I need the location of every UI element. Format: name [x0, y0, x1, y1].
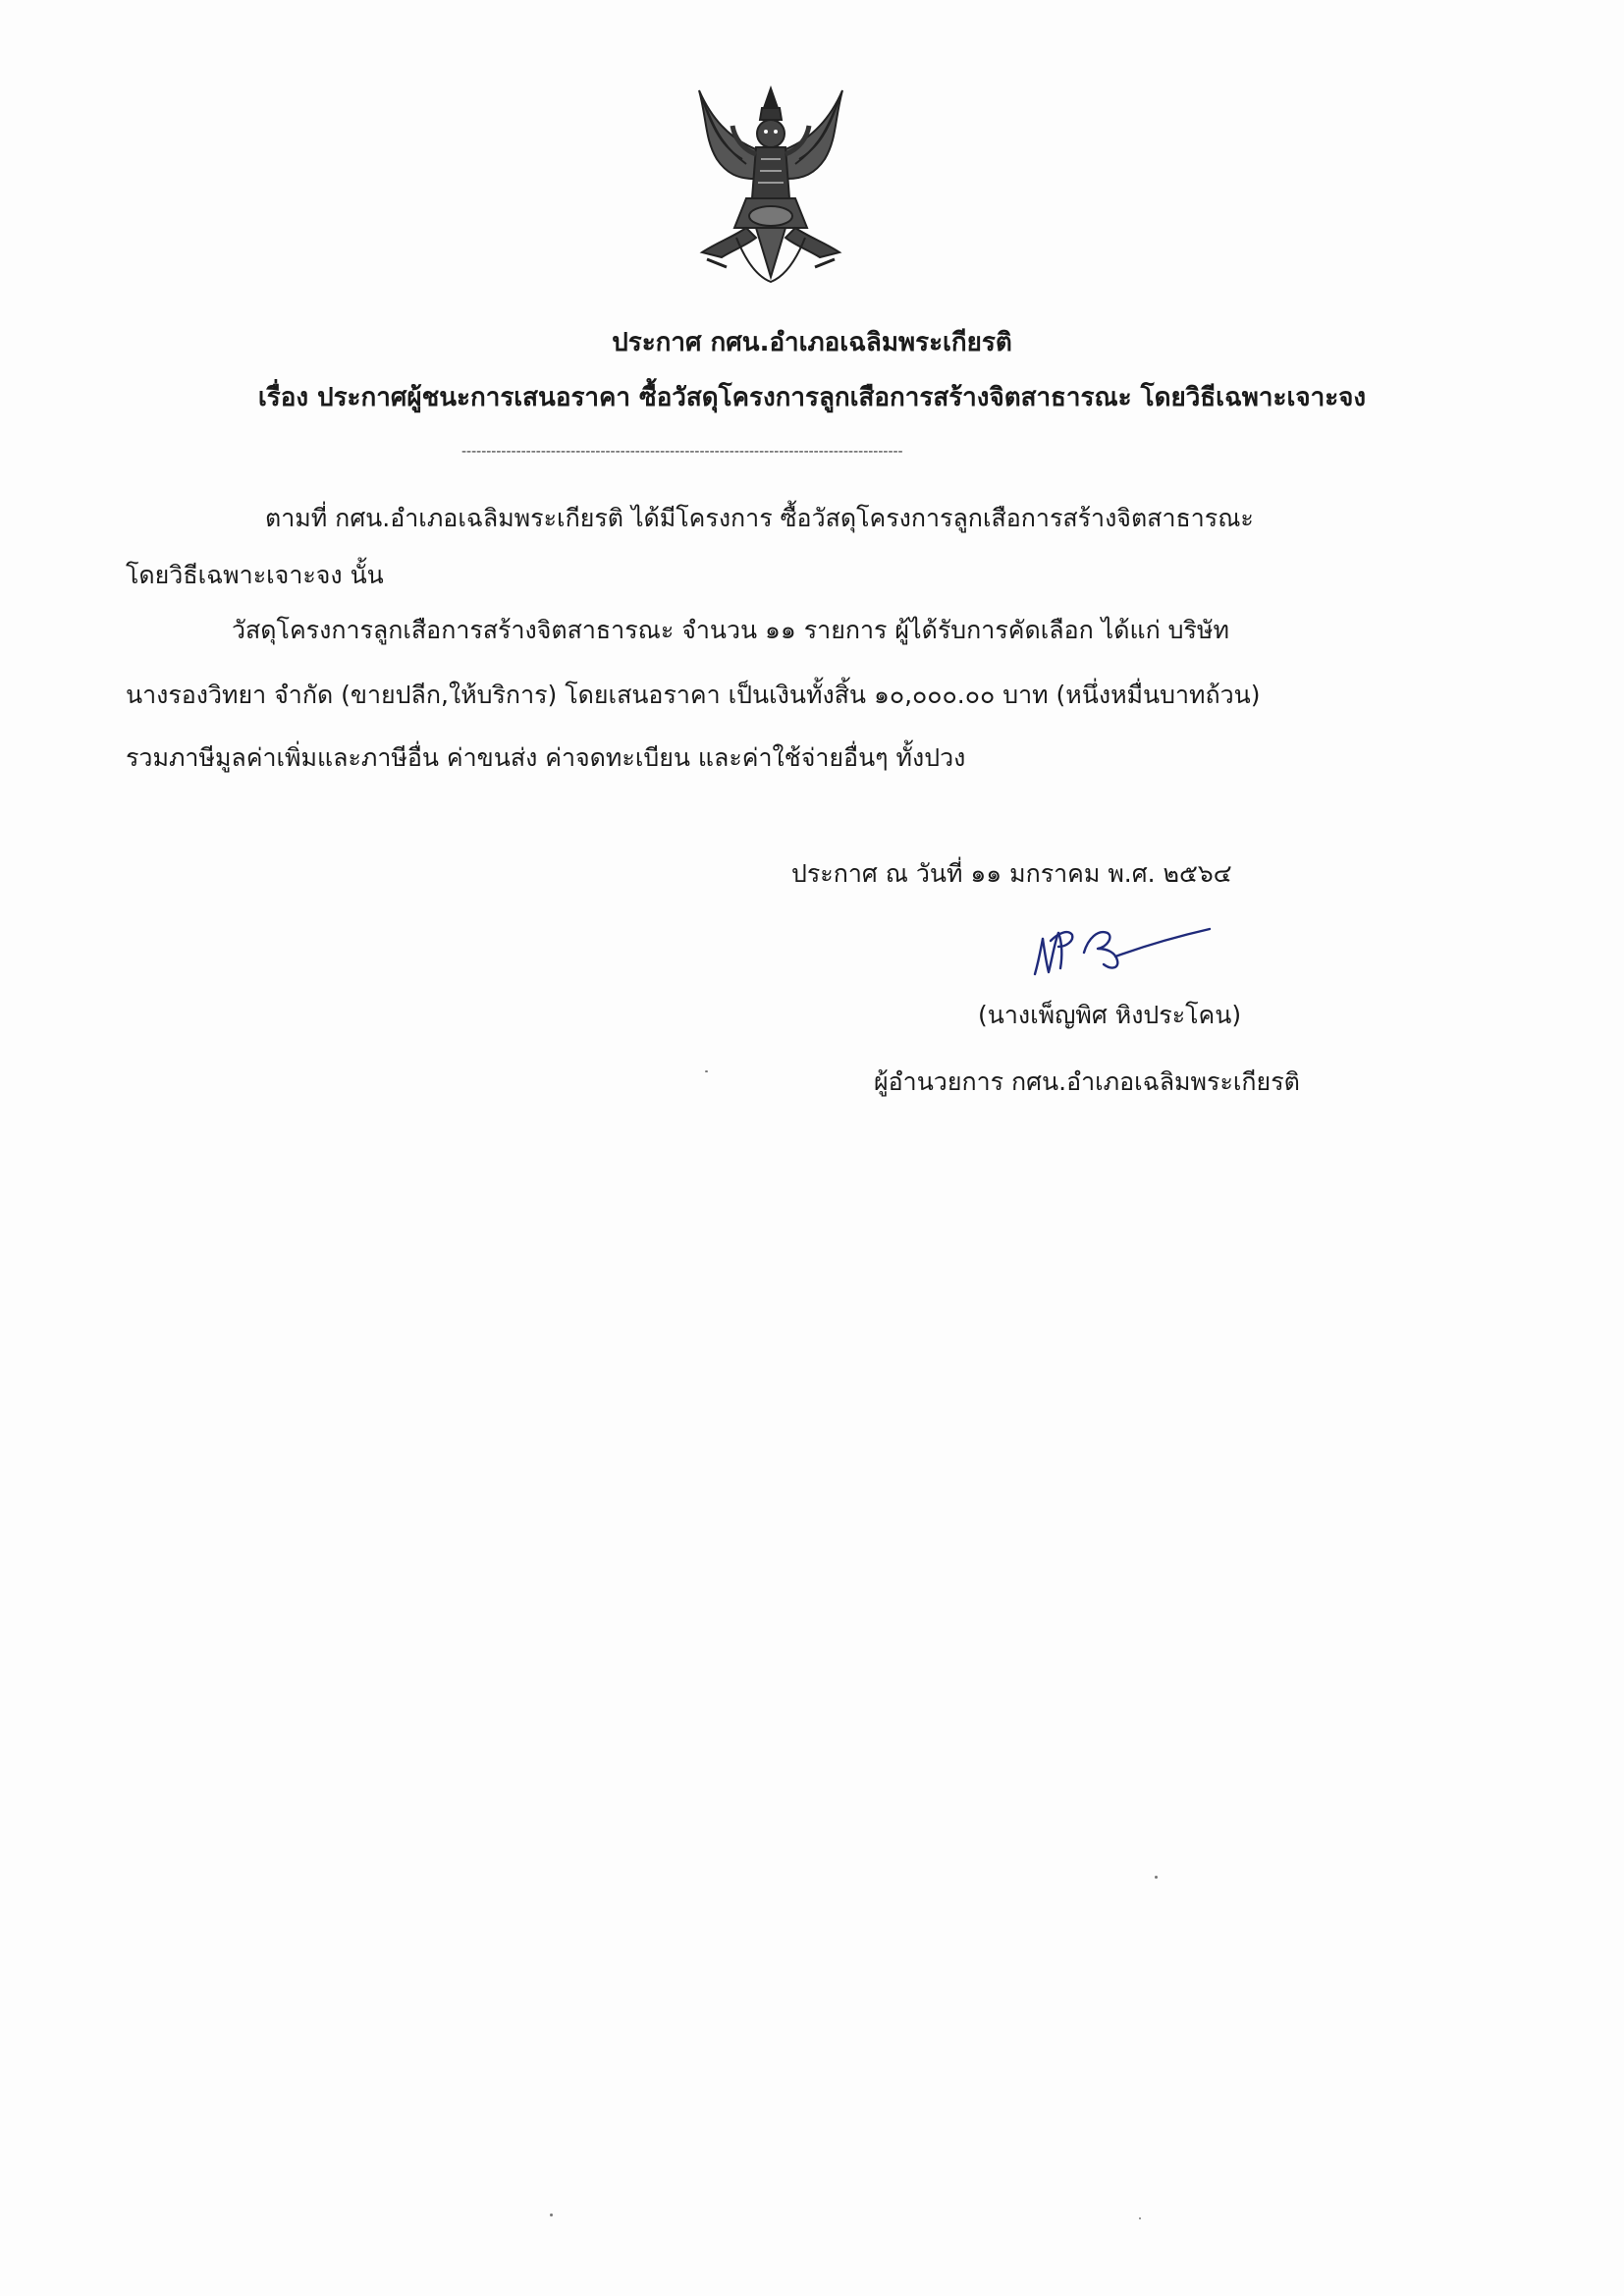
document-subject-heading: เรื่อง ประกาศผู้ชนะการเสนอราคา ซื้อวัสดุโครงการลูกเสือการสร้างจิตสาธารณะ โดยวิธีเฉพาะเจาะจง: [257, 383, 1367, 412]
scan-speck: [1155, 1876, 1158, 1879]
paragraph-2-line-2: นางรองวิทยา จำกัด (ขายปลีก,ให้บริการ) โดยเสนอราคา เป็นเงินทั้งสิ้น ๑๐,๐๐๐.๐๐ บาท (หนึ่งหมื่นบาทถ้วน): [126, 681, 1261, 709]
signer-title: ผู้อำนวยการ กศน.อำเภอเฉลิมพระเกียรติ: [874, 1067, 1300, 1096]
scan-speck: [550, 2214, 553, 2216]
paragraph-1-line-2: โดยวิธีเฉพาะเจาะจง นั้น: [126, 561, 384, 589]
announcement-date: ประกาศ ณ วันที่ ๑๑ มกราคม พ.ศ. ๒๕๖๔: [791, 859, 1232, 888]
paragraph-2-line-1: วัสดุโครงการลูกเสือการสร้างจิตสาธารณะ จำนวน ๑๑ รายการ ผู้ได้รับการคัดเลือก ได้แก่ บริษัท: [232, 616, 1229, 644]
divider-line: -----------------------------------------------------------------------------------------: [461, 444, 903, 460]
paragraph-2-line-3: รวมภาษีมูลค่าเพิ่มและภาษีอื่น ค่าขนส่ง ค่าจดทะเบียน และค่าใช้จ่ายอื่นๆ ทั้งปวง: [126, 743, 966, 772]
garuda-emblem-icon: [677, 81, 864, 297]
scan-speck: [1139, 2217, 1141, 2219]
signer-name: (นางเพ็ญพิศ หิงประโคน): [978, 1001, 1242, 1029]
paragraph-1-line-1: ตามที่ กศน.อำเภอเฉลิมพระเกียรติ ได้มีโครงการ ซื้อวัสดุโครงการลูกเสือการสร้างจิตสาธารณะ: [265, 504, 1254, 532]
document-org-heading: ประกาศ กศน.อำเภอเฉลิมพระเกียรติ: [612, 328, 1012, 357]
handwritten-signature: [1029, 913, 1216, 982]
scan-speck: [705, 1070, 708, 1072]
